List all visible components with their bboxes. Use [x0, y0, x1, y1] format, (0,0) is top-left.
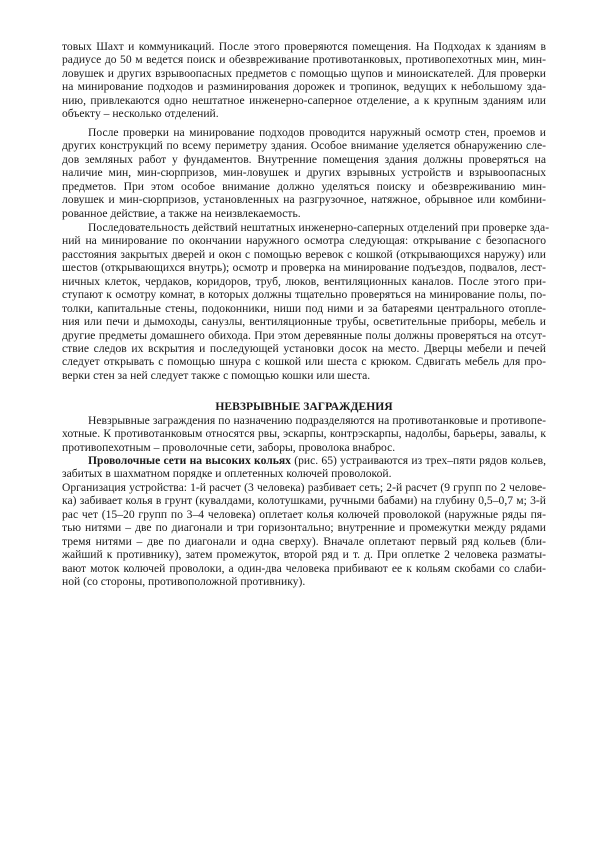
text-line: дов земляных работ у фундаментов. Внутренние помещения здания должны проверяться на: [62, 152, 546, 166]
text-line: рованное действие, а также на неизвлекаемость.: [62, 206, 301, 220]
text-line: объекту – несколько отделений.: [62, 107, 219, 121]
paragraph: [62, 481, 546, 589]
text-line: Невзрывные заграждения по назначению подразделяются на противотанковые и противопе-: [88, 414, 546, 427]
text-line: вают моток колючей проволоки, а один-два человека прибивают ее к кольям скобами со слаби-: [62, 561, 546, 575]
text-line: товых Шахт и коммуникаций. После этого проверяются помещения. На Подходах к зданиям в: [62, 40, 546, 53]
text-line: Организация устройства: 1-й расчет (3 человека) разбивает сеть; 2-й расчет (9 групп по 2 челове-: [62, 481, 546, 494]
paragraph: [62, 126, 546, 220]
text-line: шестов (открывающихся внутрь); осмотр и проверка на минирование подъездов, подвалов, лест-: [62, 261, 546, 275]
text-line: тью нитями – две по диагонали и три горизонтально; внутренние и промежутки между рядами: [62, 521, 546, 535]
text-line: другие предметы домашнего обихода. При этом деревянные полы должны проверяться на отсут-: [62, 328, 546, 342]
paragraph: [62, 454, 546, 481]
text-line: Последовательность действий нештатных инженерно-саперных отделений при проверке зда-: [88, 221, 550, 234]
text-line: ступают к осмотру комнат, в которых должны тщательно проверяться на минирование полы, по-: [62, 288, 546, 302]
text-line: предметов. При этом особое внимание должно уделяться поиску и обезвреживанию мин-: [62, 179, 546, 193]
text-line: ствие следов их вскрытия и последующей установки досок на место. Дверцы мебели и печей: [62, 341, 546, 355]
paragraph: [62, 40, 546, 121]
section-heading: НЕВЗРЫВНЫЕ ЗАГРАЖДЕНИЯ: [215, 400, 393, 413]
text-line: забитых в шахматном порядке и оплетенных колючей проволокой.: [62, 467, 392, 481]
text-line: ловушек и мин-сюрпризов, установленных на разгрузочное, натяжное, обрывное или комбини-: [62, 193, 546, 207]
text-line: ничных клеток, чердаков, коридоров, труб, люков, вентиляционных каналов. После этого при-: [62, 274, 546, 288]
text-line: верки стен за ней следует также с помощью кошки или шеста.: [62, 368, 371, 382]
paragraph: [62, 414, 546, 454]
text-line: на минирование подходов и разминирования дорожек и тропинок, ведущих к небольшому зда-: [62, 80, 546, 94]
text-line: расстояния закрытых дверей и окон с помощью веревок с кошкой (открывающихся наружу) или: [62, 247, 546, 261]
text-line: хотные. К противотанковым относятся рвы, эскарпы, контрэскарпы, надолбы, барьеры, завалы, к: [62, 427, 546, 441]
text-line: противопехотным – проволочные сети, заборы, проволока внаброс.: [62, 440, 396, 454]
text-line: [62, 454, 546, 467]
text-line: ной (со стороны, противоположной противнику).: [62, 575, 306, 589]
text-line: следует открывать с помощью шнура с кошкой или шеста с крюком. Сдвигать мебель для про-: [62, 355, 546, 369]
text-line: тремя нитями – две по диагонали и одна сверху). Вначале оплетают первый ряд кольев (бли-: [62, 534, 546, 548]
text-line: ка) забивает колья в грунт (кувалдами, колотушками, ручными бабами) на глубину 0,5–0,7 м; 3-й: [62, 494, 546, 508]
paragraph: [62, 221, 550, 382]
text-line: жайший к противнику), затем промежуток, второй ряд и т. д. При оплетке 2 человека разматы-: [62, 548, 546, 562]
text-line: других конструкций по всему периметру здания. Особое внимание уделяется обнаружению сле-: [62, 139, 546, 153]
line-text: (рис. 65) устраиваются из трех–пяти рядов кольев,: [290, 454, 547, 467]
text-line: После проверки на минирование подходов проводится наружный осмотр стен, проемов и: [88, 126, 546, 139]
text-line: толки, капитальные стены, подоконники, ниши под ними и за батареями центрального отопле-: [62, 301, 546, 315]
text-line: ний на минирование по окончании наружного осмотра следующая: открывание с безопасного: [62, 234, 546, 248]
text-line: нию, привлекаются одно нештатное инженерно-саперное отделение, а к крупным зданиям или: [62, 93, 546, 107]
text-line: ния или печи и дымоходы, санузлы, вентиляционные трубы, осветительные приборы, мебель и: [62, 315, 546, 329]
bold-term: Проволочные сети на высоких кольях: [88, 454, 291, 467]
text-line: рас чет (15–20 групп по 3–4 человека) оплетает колья колючей проволокой (наружные ряды пя-: [62, 507, 546, 521]
text-line: ловушек и других взрывоопасных предметов с помощью щупов и миноискателей. Для проверки: [62, 66, 546, 80]
text-line: радиусе до 50 м ведется поиск и обезвреживание противотанковых, противопехотных мин, мин-: [62, 53, 546, 67]
text-line: наличие мин, мин-сюрпризов, мин-ловушек и других взрывных устройств и взрывоопасных: [62, 166, 546, 180]
